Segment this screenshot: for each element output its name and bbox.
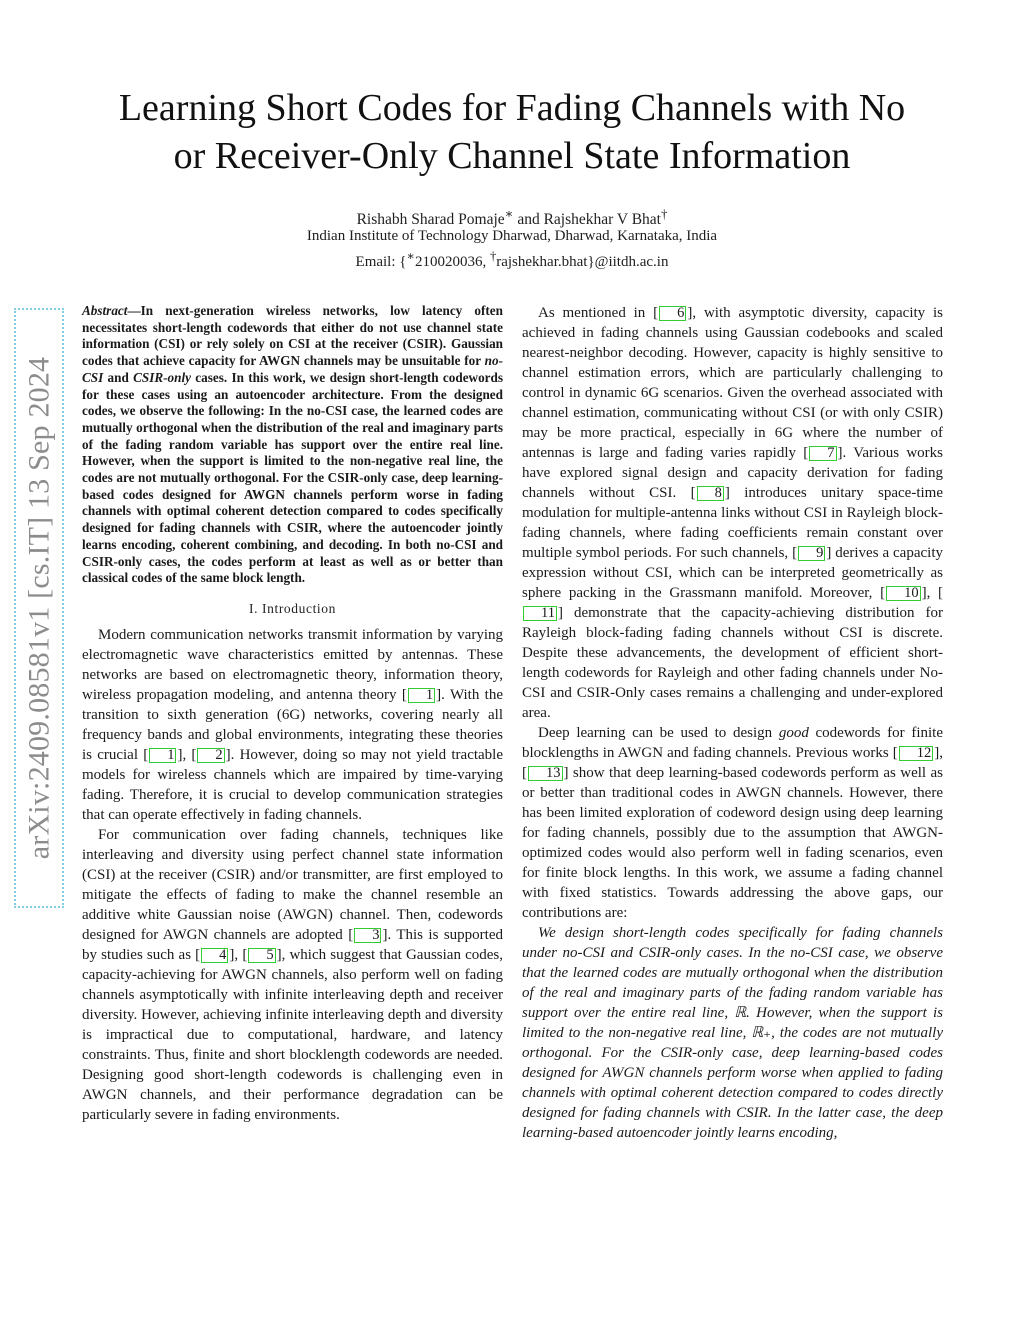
paper-title	[40, 84, 984, 180]
arxiv-identifier: arXiv:2409.08581v1 [cs.IT] 13 Sep 2024	[22, 356, 55, 860]
text-run: demonstrate that the capacity-achieving distribution for Rayleigh block-fading fading channels without CSI is discrete. Despite these advancements, the development of efficient short-length codewords for Rayleigh and other fading channels under No-CSI and CSIR-Only cases remains a challenging and under-explored area.	[522, 605, 943, 721]
citation-link[interactable]: 9	[798, 546, 825, 561]
section-heading-introduction: I. Introduction	[249, 600, 336, 616]
text-run: . However, doing so may not yield tractable models for wireless channels which are impaired by time-varying fading. Therefore, it is crucial to develop communication strategies that can operate effectively in fading channels.	[82, 746, 504, 823]
abstract	[82, 303, 503, 587]
email-id-2: rajshekhar.bhat}@iitdh.ac.in	[496, 254, 669, 270]
left-column	[82, 303, 503, 1125]
emphasis-good: good	[778, 725, 809, 741]
text-run: For communication over fading channels, techniques like interleaving and diversity using perfect channel state information (CSI) at the receiver (CSIR) and/or transmitter, are first employed to mitigate the effects of fading to make the channel resemble an additive white Gaussian noise (AWGN) channel. Then, codewords designed for AWGN channels are adopted	[82, 826, 503, 943]
text-run: ,	[939, 745, 943, 761]
citation-link[interactable]: 4	[201, 948, 228, 963]
abstract-csironly: CSIR-only	[133, 369, 192, 385]
text-run: . This is supported by studies such as	[82, 926, 504, 963]
contribution-paragraph: We design short-length codes specifically for fading channels under no-CSI and CSIR-only cases. In the no-CSI case, we observe that the learned codes are mutually orthogonal when the distribution of the real and imaginary parts of the fading random variable has support over the entire real line, ℝ. However, when the support is limited to the non-negative real line, ℝ₊, the codes are not mutually orthogonal. For the CSIR-only case, deep learning-based codes designed for AWGN channels perform worse when applied to fading channels with optimal coherent detection compared to codes directly designed for fading channels with CSIR. In the latter case, the deep learning-based autoencoder jointly learns encoding,	[522, 925, 943, 1141]
citation-link[interactable]: 11	[523, 606, 557, 621]
title-line-2: or Receiver-Only Channel State Information	[173, 135, 851, 177]
intro-paragraph-1: Modern communication networks transmit information by varying electromagnetic wave characteristics emitted by antennas. These networks are based on electromagnetic theory, information theory, wireless propagation modeling, and antenna theory [ 1 ]. With the transition to sixth generation (6G) networks, covering nearly all frequency bands and global environments, integrating these theories is crucial [ 1 ], [ 2 ]. However, doing so may not yield tractable models for wireless channels which are impaired by time-varying fading. Therefore, it is crucial to develop communication strategies that can operate effectively in fading channels.	[82, 626, 504, 823]
citation-link[interactable]: 5	[248, 948, 275, 963]
text-run: , with asymptotic diversity, capacity is achieved in fading channels using Gaussian codebooks and scaled nearest-neighbor decoding. However, capacity is highly sensitive to channel estimation errors, which are particularly challenging to control in dynamic 6G scenarios. Given the overhead associated with channel estimation, communicating without CSI (or with only CSIR) may be more practical, especially in 6G where the number of antennas is large and fading varies rapidly	[522, 305, 944, 461]
author-2: Rajshekhar V Bhat	[543, 211, 661, 229]
text-run: . Various works have explored signal design and capacity derivation for fading channels without CSI.	[522, 445, 943, 501]
citation-link[interactable]: 8	[697, 486, 724, 501]
citation-link[interactable]: 7	[809, 446, 836, 461]
abstract-label: Abstract	[82, 303, 128, 318]
text-run: derives a capacity expression without CSI, which can be interpreted geometrically as sphere packing in the Grassmann manifold. Moreover,	[522, 545, 943, 601]
text-run: As mentioned in	[538, 305, 654, 321]
abstract-text-1: In next-generation wireless networks, low latency often necessitates short-length codewords that either do not use channel state information (CSI) or rely solely on CSI at the receiver (CSIR). Gaussian codes that achieve capacity for AWGN channels may be unsuitable for	[82, 303, 503, 369]
text-run: ,	[182, 746, 192, 763]
citation-link[interactable]: 13	[528, 766, 563, 781]
citation-link[interactable]: 1	[408, 688, 435, 703]
email-mark-1: ∗	[406, 249, 415, 263]
intro-paragraph-2: For communication over fading channels, techniques like interleaving and diversity using perfect channel state information (CSI) at the receiver (CSIR) and/or transmitter, are first employed to mitigate the effects of fading to make the channel resemble an additive white Gaussian noise (AWGN) channel. Then, codewords designed for AWGN channels are adopted [ 3 ]. This is supported by studies such as [ 4 ], [ 5 ], which suggest that Gaussian codes, capacity-achieving for AWGN channels, also perform well on fading channels asymptotically with infinite interleaving depth and receiver diversity. However, achieving infinite interleaving depth and diversity is impractical due to computational, hardware, and latency constraints. Thus, finite and short blocklength codewords are needed. Designing good short-length codewords is challenging even in AWGN channels, and their performance degradation can be particularly severe in fading environments.	[82, 826, 504, 1123]
citation-link[interactable]: 3	[354, 928, 381, 943]
author-1: Rishabh Sharad Pomaje	[356, 211, 505, 229]
citation-link[interactable]: 12	[899, 746, 934, 761]
author-1-mark: ∗	[504, 206, 514, 221]
text-run: , which suggest that Gaussian codes, capacity-achieving for AWGN channels, also perform well on fading channels asymptotically with infinite interleaving depth and receiver diversity. However, achieving infinite interleaving depth and diversity is impractical due to computational, hardware, and latency constraints. Thus, finite and short blocklength codewords are needed. Designing good short-length codewords is challenging even in AWGN channels, and their performance degradation can be particularly severe in fading environments.	[82, 946, 503, 1123]
text-run: Modern communication networks transmit information by varying electromagnetic wave characteristics emitted by antennas. These networks are based on electromagnetic theory, information theory, wireless propagation modeling, and antenna theory	[82, 626, 503, 703]
email-line	[0, 245, 1024, 273]
text-run: introduces unitary space-time modulation for multiple-antenna links without CSI in Rayleigh block-fading channels, where fading coefficients remain constant over multiple symbol periods. For such channels,	[522, 485, 943, 561]
abstract-and: and	[103, 369, 134, 385]
intro-paragraph-3: As mentioned in [ 6 ], with asymptotic diversity, capacity is achieved in fading channels using Gaussian codebooks and scaled nearest-neighbor decoding. However, capacity is highly sensitive to channel estimation errors, which are particularly challenging to control in dynamic 6G scenarios. Given the overhead associated with channel estimation, communicating without CSI (or with only CSIR) may be more practical, especially in 6G where the number of antennas is large and fading varies rapidly [ 7 ]. Various works have explored signal design and capacity derivation for fading channels without CSI. [ 8 ] introduces unitary space-time modulation for multiple-antenna links without CSI in Rayleigh block-fading channels, where fading coefficients remain constant over multiple symbol periods. For such channels, [ 9 ] derives a capacity expression without CSI, which can be interpreted geometrically as sphere packing in the Grassmann manifold. Moreover, [ 10 ], [11 ] demonstrate that the capacity-achieving distribution for Rayleigh block-fading fading channels without CSI is discrete. Despite these advancements, the development of efficient short-length codewords for Rayleigh and other fading channels under No-CSI and CSIR-Only cases remains a challenging and under-explored area.	[522, 305, 944, 721]
abstract-text-2: cases. In this work, we design short-length codewords for these cases using an autoencoder architecture. From the designed codes, we observe the following: In the no-CSI case, the learned codes are mutually orthogonal when the distribution of the real and imaginary parts of the fading random variable has support over the entire real line. However, when the support is limited to the non-negative real line, the codes are not mutually orthogonal. For the CSIR-only case, deep learning-based codes designed for AWGN channels perform worse in fading channels with optimal coherent detection compared to codes specifically designed for fading channels with CSIR, where the autoencoder jointly learns encoding, coherent combining, and decoding. In both no-CSI and CSIR-only cases, the codes perform at least as well as or better than classical codes of the same block length.	[82, 369, 503, 586]
email-mark-2: †	[489, 249, 497, 263]
text-run: codewords for finite blocklengths in AWGN and fading channels. Previous works	[522, 725, 943, 761]
abstract-nocsi: no-CSI	[82, 353, 503, 385]
citation-link[interactable]: 10	[886, 586, 921, 601]
title-line-1: Learning Short Codes for Fading Channels with No	[118, 87, 906, 129]
citation-link[interactable]: 2	[197, 748, 224, 763]
email-id-1: 210020036,	[414, 254, 490, 270]
citation-link[interactable]: 6	[659, 306, 686, 321]
text-run: ,	[234, 946, 243, 963]
citation-link[interactable]: 1	[149, 748, 176, 763]
email-prefix: Email: {	[355, 254, 407, 270]
text-run: ,	[926, 585, 939, 601]
affiliation: Indian Institute of Technology Dharwad, Dharwad, Karnataka, India	[306, 228, 718, 244]
intro-paragraph-4: Deep learning can be used to design good codewords for finite blocklengths in AWGN and fading channels. Previous works [ 12 ], [ 13 ] show that deep learning-based codewords perform as well as or better than traditional codes in AWGN channels. However, there has been limited exploration of codeword design using deep learning for fading channels, possibly due to the assumption that AWGN-optimized codes would also perform well in fading scenarios, even for finite block lengths. In this work, we assume a fading channel with fixed statistics. Towards addressing the above gaps, our contributions are:	[522, 725, 943, 921]
text-run: . With the transition to sixth generation (6G) networks, covering nearly all frequency bands and global environments, integrating these theories is crucial	[82, 686, 504, 763]
text-run: Deep learning can be used to design	[538, 725, 779, 741]
author-2-mark: †	[660, 206, 668, 221]
abstract-dash: —	[127, 303, 141, 318]
text-run: show that deep learning-based codewords perform as well as or better than traditional codes in AWGN channels. However, there has been limited exploration of codeword design using deep learning for fading channels, possibly due to the assumption that AWGN-optimized codes would also perform well in fading scenarios, even for finite block lengths. In this work, we assume a fading channel with fixed statistics. Towards addressing the above gaps, our contributions are:	[522, 765, 943, 921]
right-column	[522, 303, 943, 1143]
author-conjunction: and	[513, 211, 544, 229]
arxiv-sidebar-stamp	[14, 308, 64, 908]
